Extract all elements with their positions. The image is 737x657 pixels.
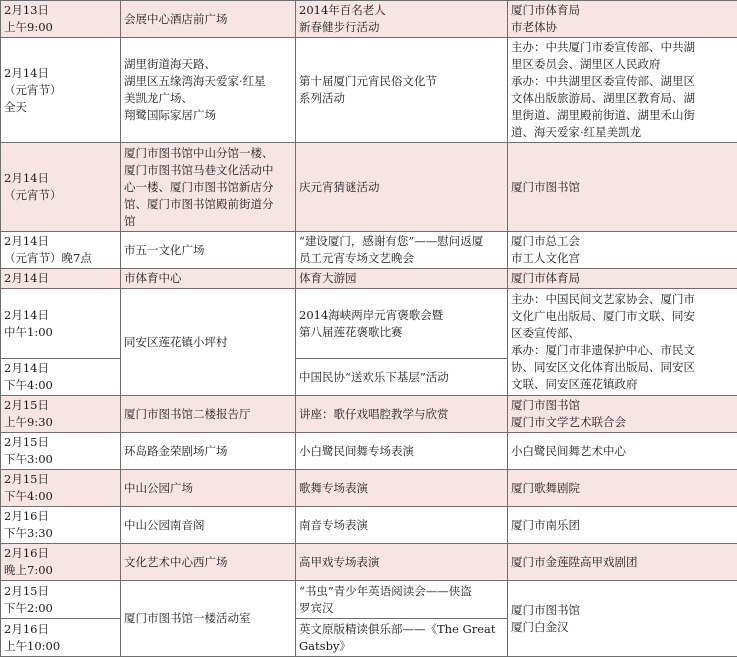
organizer-cell: 厦门市图书馆 厦门市文学艺术联合会 [508,396,737,433]
organizer-cell: 厦门市图书馆 [508,143,737,232]
organizer-cell: 厦门市总工会 市工人文化宫 [508,232,737,269]
table-row [1,1,737,38]
time-cell: 2月16日 晚上7:00 [1,544,121,581]
event-cell: 英文原版精读俱乐部——《The Great Gatsby》 [296,619,508,657]
organizer-cell: 厦门歌舞剧院 [508,470,737,507]
event-cell: 歌舞专场表演 [296,470,508,507]
time-cell: 2月15日 下午2:00 [1,581,121,619]
table-row [1,269,737,289]
organizer-cell: 厦门市南乐团 [508,507,737,544]
organizer-cell: 厦门市金莲陞高甲戏剧团 [508,544,737,581]
organizer-cell: 小白鹭民间舞艺术中心 [508,433,737,470]
venue-cell: 会展中心酒店前广场 [121,1,296,38]
time-cell: 2月14日 （元宵节） 全天 [1,38,121,143]
table-row [1,544,737,581]
venue-cell: 厦门市图书馆一楼活动室 [121,581,296,657]
organizer-cell: 主办：中国民间文艺家协会、厦门市 文化广电出版局、厦门市文联、同安 区委宣传部、 承办：厦门市非遗保护中心、市民文 协、同安区文化体育出版局、同安区 文联、同安区莲花镇政府 [508,289,737,396]
organizer-cell: 厦门市图书馆 厦门白金汉 [508,581,737,657]
event-cell: “建设厦门，感谢有您”——慰问返厦 员工元宵专场文艺晚会 [296,232,508,269]
organizer-cell: 厦门市体育局 市老体协 [508,1,737,38]
table-row [1,581,737,619]
venue-cell: 市体育中心 [121,269,296,289]
time-cell: 2月15日 下午4:00 [1,470,121,507]
event-cell: 南音专场表演 [296,507,508,544]
venue-cell: 湖里街道海天路、 湖里区五缘湾海天爱家·红星 美凯龙广场、 翔鹭国际家居广场 [121,38,296,143]
event-cell: “书虫”青少年英语阅读会——侠盗 罗宾汉 [296,581,508,619]
table-row [1,38,737,143]
time-cell: 2月15日 上午9:30 [1,396,121,433]
table-row [1,433,737,470]
time-cell: 2月16日 上午10:00 [1,619,121,657]
time-cell: 2月13日 上午9:00 [1,1,121,38]
organizer-cell: 主办：中共厦门市委宣传部、中共湖 里区委员会、湖里区人民政府 承办：中共湖里区委宣传部、湖里区 文体出版旅游局、湖里区教育局、湖 里街道、湖里殿前街道、湖里禾山街 道、海天爱家·红星美凯龙 [508,38,737,143]
event-cell: 第十届厦门元宵民俗文化节 系列活动 [296,38,508,143]
event-cell: 体育大游园 [296,269,508,289]
venue-cell: 环岛路金荣剧场广场 [121,433,296,470]
table-row [1,396,737,433]
organizer-cell: 厦门市体育局 [508,269,737,289]
time-cell: 2月14日 （元宵节）晚7点 [1,232,121,269]
event-cell: 庆元宵猜谜活动 [296,143,508,232]
time-cell: 2月15日 下午3:00 [1,433,121,470]
venue-cell: 文化艺术中心西广场 [121,544,296,581]
venue-cell: 同安区莲花镇小坪村 [121,289,296,396]
table-row [1,470,737,507]
time-cell: 2月16日 下午3:30 [1,507,121,544]
time-cell: 2月14日 下午4:00 [1,359,121,396]
event-cell: 讲座：歌仔戏唱腔教学与欣赏 [296,396,508,433]
event-cell: 小白鹭民间舞专场表演 [296,433,508,470]
event-cell: 2014年百名老人 新春健步行活动 [296,1,508,38]
table-row [1,143,737,232]
time-cell: 2月14日 [1,269,121,289]
venue-cell: 市五一文化广场 [121,232,296,269]
venue-cell: 中山公园南音阁 [121,507,296,544]
event-cell: 高甲戏专场表演 [296,544,508,581]
table-row [1,289,737,359]
venue-cell: 厦门市图书馆二楼报告厅 [121,396,296,433]
venue-cell: 厦门市图书馆中山分馆一楼、 厦门市图书馆马巷文化活动中 心一楼、厦门市图书馆新店分 馆、厦门市图书馆殿前街道分 馆 [121,143,296,232]
table-row [1,232,737,269]
time-cell: 2月14日 （元宵节） [1,143,121,232]
event-cell: 2014海峡两岸元宵褒歌会暨 第八届莲花褒歌比赛 [296,289,508,359]
time-cell: 2月14日 中午1:00 [1,289,121,359]
event-cell: 中国民协“送欢乐下基层”活动 [296,359,508,396]
table-row [1,507,737,544]
venue-cell: 中山公园广场 [121,470,296,507]
